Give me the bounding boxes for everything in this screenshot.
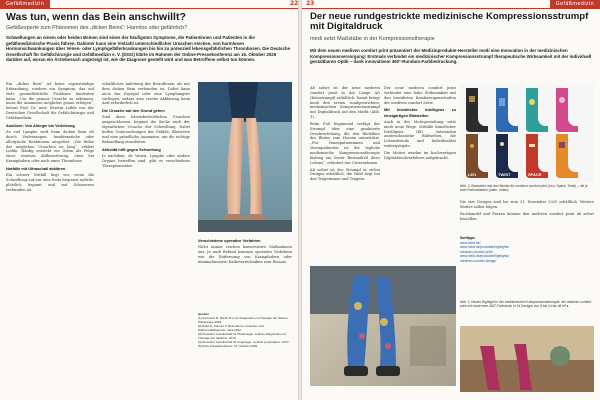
references-title: Quellen (198, 312, 210, 316)
product-photo (310, 266, 456, 386)
stockings-illustration (460, 84, 594, 182)
article-subhead: medi setzt Maßstäbe in der Kompressionstherapie (310, 36, 435, 42)
text-column-2 (384, 86, 456, 262)
product-photo-illustration (310, 266, 456, 386)
link[interactable]: www.medi.de/ (460, 240, 481, 245)
left-page (0, 0, 298, 400)
section-rubric: Gefäßmedizin (550, 0, 600, 8)
article-headline: Was tun, wenn das Bein anschwillt? (6, 11, 186, 23)
figure-2-caption: Abb. 2: Bestseller und drei Muster für mediven comfort print (Leo, Space, Twist) – mit je zwei Farbvarianten (oben, unten). (460, 184, 588, 193)
paragraph: Sind diese lebensbedrohlichen Ursachen ausgeschlossen, beginnt die Suche nach der eigentlichen Ursache der Schwellung. Dabei helfen Untersuchungen der Gefäße, Blutwerte und eine gründliche Anamnese, um die richtige Behandlung einzuleiten. (102, 115, 190, 144)
references (198, 312, 292, 394)
text-column-2 (102, 82, 190, 394)
page-number: 22 (290, 0, 298, 7)
link[interactable]: www.medi.de/produkte/highlights/ (460, 254, 510, 259)
reference-item: [5] DGG Pressekonferenz, 16. Oktober 2025. (198, 344, 259, 349)
stocking-label: LEO (468, 172, 477, 177)
reference-item: [4] Deutsche Gesellschaft für Angiologie. Leitlinie Lymphödem. 2017. (198, 340, 290, 345)
paragraph: Ab sofort ist der Strumpf in vielen Designs erhältlich, die Wahl liegt bei den Trägerinnen und Trägern. (310, 167, 380, 182)
article-teaser: Schwellungen an einem oder beiden Beinen sind eines der häufigsten Symptome, die Patientinnen und Patienten in die gefäßmedizinische Praxis führen. Dahinter kann eine Vielzahl unterschiedlicher Ursachen stecken, von harmlosen Hormonschwankungen über Venen- oder Lymphgefäßerkrankungen bis hin zu potenziell lebensgefährlichen Thrombosen. Die Deutsche Gesellschaft für Gefäßchirurgie und Gefäßmedizin e. V. (DGG) klärte im Rahmen der Online-Pressekonferenz am 16. Oktober 2025 darüber auf, woran ein Ärztebesuch angezeigt ist, wie die Diagnose gestellt wird und was Betroffene selbst tun können. (6, 35, 291, 62)
text-column-1 (310, 86, 380, 262)
subheading: Notfälle mit Ultraschall abklären (6, 165, 66, 171)
link[interactable]: mediven-comfort-print/ (460, 249, 493, 254)
article-teaser: Mit dem neuen mediven comfort print präsentiert der Medizinprodukte-Hersteller medi eine Innovation in der medizinischen Kompressionsversorgung: Erstmals verbindet ein medizinischer Kompressionsstrumpf therapeutische Wirksamkeit mit der individuell gestaltbaren Optik – dank innovativem 360°-Rundum-Farbbedruckung. (310, 48, 592, 64)
paragraph: Ab sofort ist der neue mediven comfort print in der Länge AD (Kniestrumpf) erhältlich. Damit bringt medi den ersten rundgestrickten, medizinischen Kompressionsstrumpf mit Digitaldruck auf den Markt (Abb. 1). (310, 86, 380, 120)
subheading: Mit künstlicher Intelligenz zu einzigartigen Bildwelten (384, 107, 456, 118)
paragraph: Beim Fuß beginnend verfügt der Strumpf über eine graduierte Druckverteilung, die den Rückfluss des Blutes zum Herzen unterstützt. „Für Venenpatientinnen und Venenpatienten ist die tägliche medizinische Kompressionstherapie bislang ein fester Bestandteil ihres Lebens“, erläutert das Unternehmen. (310, 121, 380, 165)
paragraph: Zu viel Lymphe wird beim dicken Bein oft durch Verletzungen, Insektenstiche oder allergische Reaktionen ausgelöst. „Die Reihe der möglichen Ursachen ist lang“, erklärt Lodde. Häufig entsteht ein Ödem als Folge einer venösen Abflussstörung, etwa bei Krampfadern oder nach einer Thrombose. (6, 130, 94, 164)
paragraph: Ein „dickes Bein“ ist keine eigenständige Erkrankung, sondern ein Symptom, das auf viele gesundheitliche Probleme hindeuten kann. „Um die genaue Ursache zu erkennen, muss die Anamnese möglichst genau erfolgen“, betont Prof. Dr. med. Kerstin Lodde von der Deutschen Gesellschaft für Gefäßchirurgie und Gefäßmedizin. (6, 82, 94, 120)
header-rule (0, 8, 298, 9)
link[interactable]: www.medi.de/produkte/highlights/ (460, 245, 510, 250)
link[interactable]: mediven-comfort-design/ (460, 259, 497, 264)
paragraph: Die Motive werden im hochwertigen Digitaldruckverfahren aufgebracht. (384, 150, 456, 160)
lifestyle-photo (460, 326, 594, 392)
surf-tips-title: Surftipps: (460, 236, 476, 240)
lifestyle-photo-illustration (460, 326, 594, 392)
subheading: Die Ursache auf den Grund gehen (102, 108, 165, 114)
paragraph: Nicht immer reichen konservative Maßnahmen aus. Je nach Befund kommen operative Verfahren wie die Entfernung von Krampfadern oder minimalinvasive Kathetertechniken zum Einsatz. (198, 245, 292, 264)
surf-tips (460, 236, 594, 264)
article-subhead: Gefäßexperte zum Phänomen des „dicken Beins“: Harmlos oder gefährlich? (6, 25, 188, 31)
legs-photo (198, 82, 292, 232)
stockings-figure (460, 84, 594, 182)
paragraph: Die vier Designs sind bis zum 31. Dezember 2025 erhältlich. Weitere Motive sollen folgen. (460, 200, 594, 209)
subheading: Aktivität hilft gegen Schwellung (102, 146, 161, 152)
paragraph: Ein schwer Notfall liegt vor, wenn die Schwellung auf nur eine Seite begrenzt auftritt, plötzlich beginnt und mit Schmerzen verbunden ist. (6, 173, 94, 192)
header-rule (302, 8, 600, 9)
legs-photo-illustration (198, 82, 292, 232)
stocking-label: TWIST (498, 172, 511, 177)
paragraph: Auch in der Motivgestaltung setzt medi neue Wege. Mithilfe künstlicher Intelligenz (KI) entstanden ausdrucksstarke Bildwelten, die Lebensfreude und Individualität widerspiegeln. (384, 119, 456, 149)
reference-item: [2] Rabe E, Pannier F. Beinödeme: Ursachen und Differenzialdiagnose. Vasa 2022. (198, 324, 264, 333)
subheading: Verschiedene operative Verfahren (198, 238, 261, 243)
article-headline: Der neue rundgestrickte medizinische Kompressionsstrumpf mit Digitaldruck (310, 11, 589, 33)
text-column-3 (460, 200, 594, 234)
text-column-3 (198, 236, 292, 308)
stocking-label: SPACE (528, 172, 542, 177)
reference-item: [3] Deutsche Gesellschaft für Phlebologie. Leitlinie Diagnostik und Therapie der Varikose. 2019. (198, 332, 286, 341)
right-page (302, 0, 600, 400)
subheading: Auslöser: Von Allergie bis Verletzung (6, 122, 75, 128)
reference-item: [1] Hartmann B, Mandl M et al. Diagnostik und Therapie der Ödeme. Phlebologie 2023. (198, 316, 289, 325)
paragraph: Fachhandel und Praxen können den mediven comfort print ab sofort bestellen. (460, 211, 594, 221)
paragraph: schaftlicher Anleitung der Betroffenen, als mit dem dicken Bein verbunden ist. Dabei kann auch das Erysipel oder eine Lymphangitis vorliegen, sodass eine rasche Abklärung beim Arzt erforderlich ist. (102, 82, 190, 106)
page-number: 23 (306, 0, 315, 7)
text-column-1 (6, 82, 94, 394)
section-rubric: Gefäßmedizin (0, 0, 50, 8)
paragraph: Der neue mediven comfort print verbindet eine hohe Wirksamkeit mit den bewährten Komforteigenschaften der mediven comfort Serie. (384, 86, 456, 105)
figure-1-caption: Abb. 1: Neues Highlight in der medizinischen Kompressionstherapie: der mediven comfort print mit modernem 360°-Farbdruck in 14 Designs von 8 bis 14 bis 48 hPa. (460, 300, 592, 309)
paragraph: Je nachdem, ob Venen, Lymphe oder andere Organe betroffen sind, gibt es verschiedene Therapieansätze. (102, 153, 190, 168)
